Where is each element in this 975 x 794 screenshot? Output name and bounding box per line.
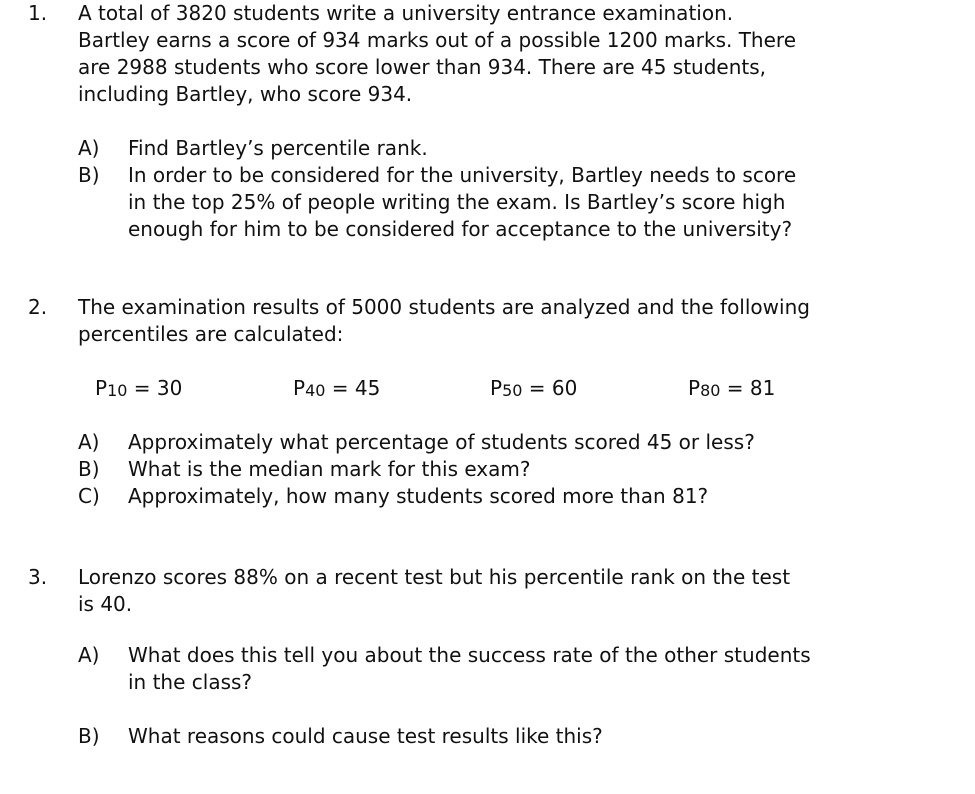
part-label: A)	[78, 430, 100, 454]
question-number: 3.	[28, 565, 48, 589]
percentile-p40: $P_{40} = 45$	[293, 376, 381, 400]
part-label: C)	[78, 484, 100, 508]
percentile-p10: $P_{10} = 30$	[95, 376, 183, 400]
part-text: What reasons could cause test results like this?	[128, 724, 603, 748]
question-number: 1.	[28, 1, 48, 25]
part-text: What does this tell you about the success rate of the other students in the class?	[128, 643, 811, 694]
part-text: In order to be considered for the university, Bartley needs to score in the top 25% of people writing the exam. Is Bartley’s score high enough for him to be considered for acceptance to the university?	[128, 163, 797, 241]
percentile-p50: $P_{50} = 60$	[490, 376, 578, 400]
part-label: B)	[78, 163, 100, 187]
question-number: 2.	[28, 295, 48, 319]
question-text: Lorenzo scores 88% on a recent test but his percentile rank on the test is 40.	[78, 565, 791, 616]
part-text: Approximately what percentage of students scored 45 or less?	[128, 430, 755, 454]
part-text: Find Bartley’s percentile rank.	[128, 136, 428, 160]
part-label: B)	[78, 457, 100, 481]
part-text: What is the median mark for this exam?	[128, 457, 531, 481]
question-text: A total of 3820 students write a university entrance examination. Bartley earns a score of 934 marks out of a possible 1200 marks. There are 2988 students who score lower than 934. There are 45 students, including Bartley, who score 934.	[78, 1, 796, 106]
part-label: A)	[78, 643, 100, 667]
percentile-p80: $P_{80} = 81$	[688, 376, 776, 400]
question-text: The examination results of 5000 students are analyzed and the following percentiles are calculated:	[78, 295, 810, 346]
part-label: B)	[78, 724, 100, 748]
part-label: A)	[78, 136, 100, 160]
part-text: Approximately, how many students scored more than 81?	[128, 484, 709, 508]
